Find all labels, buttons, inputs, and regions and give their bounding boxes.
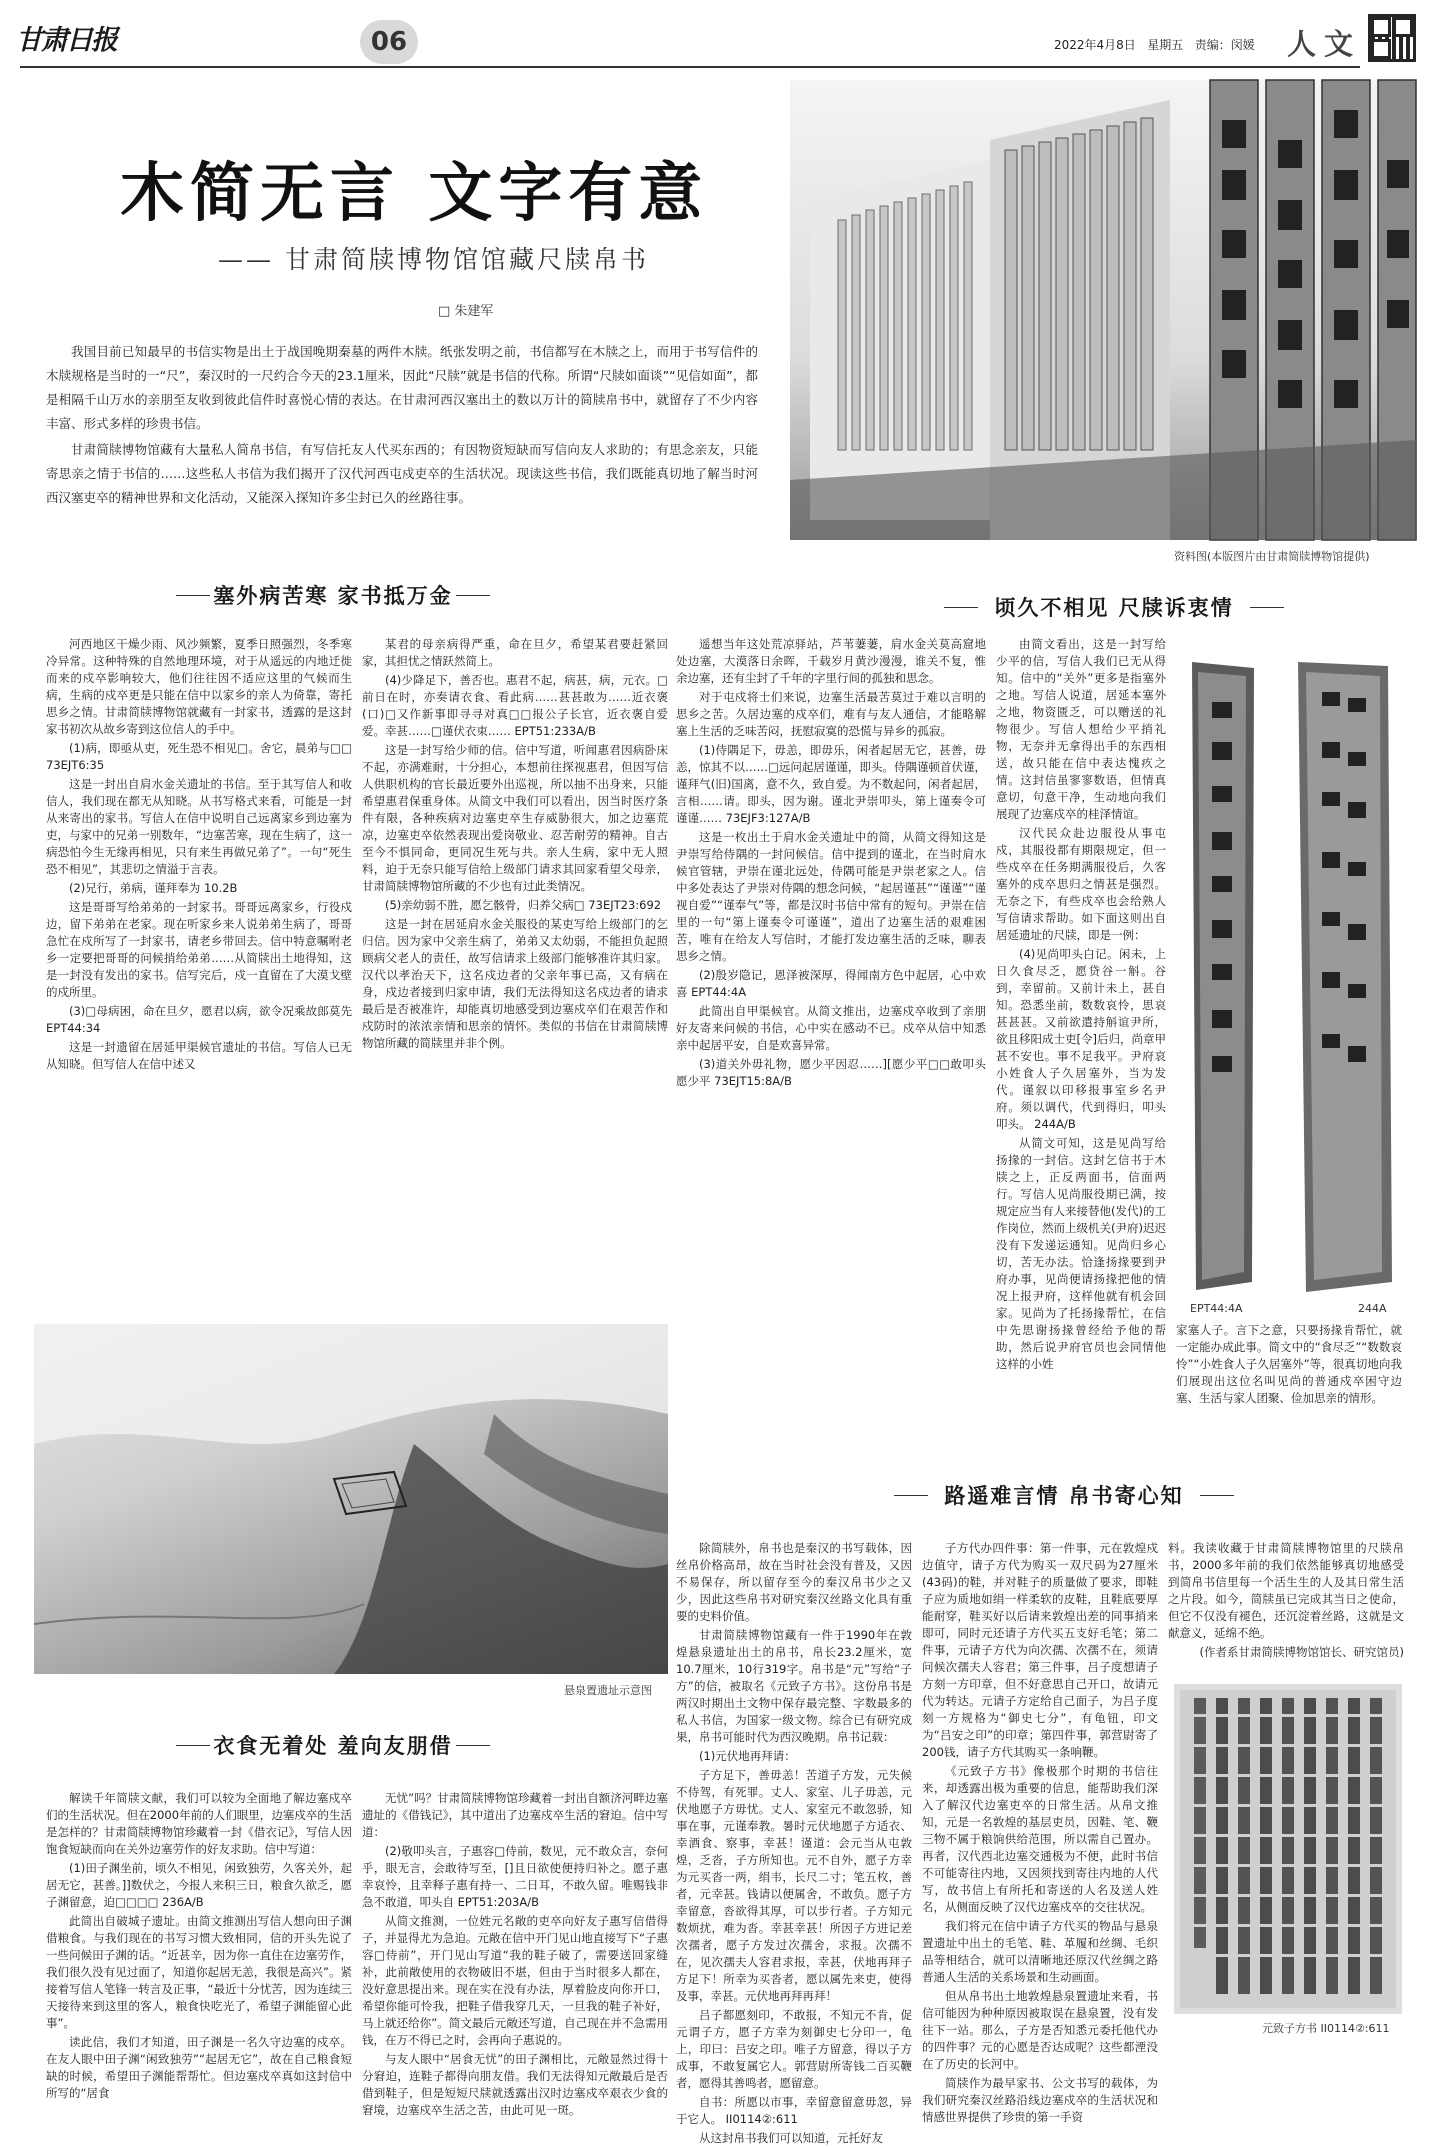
- section-1-column-2: [362, 636, 668, 1316]
- slip-caption-right: 244A: [1358, 1302, 1387, 1315]
- section-3-column-1: [46, 1790, 352, 2100]
- intro: [46, 340, 758, 518]
- slip-photo-right: [1284, 662, 1402, 1294]
- article-subtitle: —— 甘肃简牍博物馆馆藏尺牍帛书: [218, 245, 649, 274]
- section-4-heading: 路遥难言情 帛书寄心知: [914, 1478, 1214, 1512]
- masthead: [0, 0, 1434, 80]
- s2-paragraph: 由简文看出，这是一封写给少平的信，写信人我们已无从得知。信中的“关外”更多是指塞外之地。写信人说道，居延本塞外之地，物资匮乏，可以赠送的礼物很少。写信人想给少平捎礼物，无奈并无拿得出手的东西相送，故只能在信中表达愧疚之情。这封信虽寥寥数语，但情真意切，句意干净，生动地向我们展现了边塞戍卒的桂泽情谊。: [996, 637, 1166, 821]
- s3-paragraph: 无忧”吗？甘肃简牍博物馆珍藏着一封出自额济河畔边塞遗址的《借钱记》，其中道出了边塞戍卒生活的窘迫。信中写道：: [362, 1791, 668, 1839]
- s1-paragraph: 这是一封出自肩水金关遗址的书信。至于其写信人和收信人，我们现在都无从知晓。从书写格式来看，可能是一封从来寄出的家书。写信人在信中说明自己远离家乡到边塞为吏，与家中的兄弟一别数年，“边塞苦寒，现在生病了，这一病恐怕今生无缘再相见，只有来生再做兄弟了”。一句“死生恐不相见”，其悲切之情溢于言表。: [46, 777, 352, 876]
- section-3-heading: 衣食无着处 羞向友朋借: [196, 1728, 470, 1762]
- silk-caption: 元致子方书 II0114②:611: [1262, 2022, 1390, 2035]
- section-4-column-3: [1168, 1540, 1404, 1676]
- s4-paragraph: 料。我读收藏于甘肃简牍博物馆里的尺牍帛书，2000多年前的我们依然能够真切地感受到简帛书信里每一个活生生的人及其日常生活之片段。如今，简牍虽已完成其当日之使命，但它不仅没有褪色，还沉淀着丝路，这就是文献意义，延绵不绝。: [1168, 1541, 1404, 1640]
- s4-paragraph: 除简牍外，帛书也是秦汉的书写载体，因丝帛价格高昂，故在当时社会没有普及，又因不易保存，所以留存至今的秦汉帛书少之又少，因此这些帛书对研究秦汉丝路文化具有重要的史料价值。: [676, 1541, 912, 1623]
- s1-paragraph: (5)亲幼弱不胜，愿乞骸骨，归养父病□ 73EJT23:692: [385, 898, 662, 912]
- page-number: 06: [370, 27, 408, 57]
- s4-paragraph: 自书：所愿以市事，幸留意留意毋忽，异于它人。 II0114②:611: [676, 2095, 912, 2126]
- author-note: (作者系甘肃简牍博物馆馆长、研究馆员): [1199, 1645, 1404, 1659]
- s2-paragraph: 从简文可知，这是见尚写给扬掾的一封信。这封乞信书于木牍之上，正反两面书，信面两行。写信人见尚服役期已满，按规定应当有人来接替他(发代)的工作岗位，然而上级机关(尹府)迟迟没有下发递运通知。见尚归乡心切，苦无办法。恰逢扬掾要到尹府办事，见尚便请扬掾把他的情况上报尹府，这样他就有机会回家。见尚为了托扬掾帮忙，在信中先思谢扬掾曾经给予他的帮助，然后说尹府官员也会同情他这样的小姓: [996, 1136, 1166, 1371]
- section-2-column-1: [676, 636, 986, 1456]
- s1-paragraph: (3)□母病困，命在旦夕，愿君以病，欲令况乘故郎莫先 EPT44:34: [46, 1004, 352, 1035]
- s3-paragraph: 读此信，我们才知道，田子渊是一名久守边塞的戍卒。在友人眼中田子渊“闲致独劳”“起居无它”，故在自己粮食短缺的时候，希望田子渊能帮帮忙。但边塞戍卒真如这封信中所写的“居食: [46, 2035, 352, 2100]
- s4-paragraph: 子方代办四件事：第一件事，元在敦煌戍边值守，请子方代为购买一双尺码为27厘米(43码)的鞋，并对鞋子的质量做了要求，即鞋子应为质地如绢一样柔软的皮鞋，且鞋底要厚能耐穿，鞋买好以后请来敦煌出差的同事捎来即可，同时元还请子方代买五支好毛笔；第二件事，元请子方代为向次孺、次孺不在，须请问候次孺夫人容君；第三件事，吕子度想请子方刻一方印章，但不好意思自己开口，故请元代为转达。元请子方定给自己面子，为吕子度刻一方规格为“御史七分”，有龟钮，印文为“吕安之印”的印章；第四件事，郭营尉寄了200钱，请子方代其购买一条响鞭。: [922, 1541, 1158, 1759]
- s1-paragraph: 某君的母亲病得严重，命在旦夕，希望某君要赶紧回家，其担忧之情跃然简上。: [362, 637, 668, 668]
- s4-paragraph: (1)元伏地再拜请：: [699, 1749, 796, 1763]
- section-2-column-2: [996, 636, 1166, 1456]
- intro-paragraph-1: 我国目前已知最早的书信实物是出土于战国晚期秦墓的两件木牍。纸张发明之前，书信都写在木牍之上，而用于书写信件的木牍规格是当时的一“尺”，秦汉时的一尺约合今天的23.1厘米，因此“尺牍”就是书信的代称。所谓“尺牍如面谈”“见信如面”，都是相隔千山万水的亲朋至友收到彼此信件时喜悦心情的表达。在甘肃河西汉塞出土的数以万计的简牍帛书中，就留存了不少内容丰富、形式多样的珍贵书信。: [46, 344, 758, 431]
- wooden-slips-photo: [790, 80, 1416, 540]
- s4-paragraph: 《元致子方书》像极那个时期的书信往来，却透露出极为重要的信息，能帮助我们深入了解汉代边塞吏卒的日常生活。从帛文推知，元是一名敦煌的基层吏员，因鞋、笔、鞭三物不属于粮饷供给范围，所以需自己置办。再者，汉代西北边塞交通极为不便，此时书信不可能寄往内地，又因须找到寄往内地的人代写，故书信上有所托和寄送的人名及送人姓名，从侧面反映了汉代边塞戍卒的交往状况。: [922, 1764, 1158, 1914]
- s2-paragraph: (1)侍隅足下，毋恙，即毋乐，闲者起居无它，甚善，毋恙，惊其不以……□远问起居谨谨，即头。侍隅谨顿首伏谨，谨拜气(旧)国离，意不久，致自爱。为不数起问，闲者起居，言相……请。即头，因为谢。谨北尹崇叩头，第上谨奏令可谨谨…… 73EJF3:127A/B: [676, 743, 986, 825]
- s2-paragraph: 汉代民众赴边服役从事屯戍，其服役都有期限规定，但一些戍卒在任务期满服役后，久客塞外的戍卒思归之情甚是强烈。无奈之下，有些戍卒也会给熟人写信请求帮助。如下面这则出自居延遗址的尺牍，即是一例：: [996, 826, 1166, 942]
- s4-paragraph: 简牍作为最早家书、公文书写的载体，为我们研究秦汉丝路沿线边塞戍卒的生活状况和情感世界提供了珍贵的第一手资: [922, 2076, 1158, 2124]
- s1-paragraph: 这是一封写给少师的信。信中写道，听闻惠君因病卧床不起，亦满难耐，十分担心，本想前往探视惠君，但因写信人供职机构的官长最近要外出巡视，所以抽不出身来，只能希望惠君保重身体。从简文中我们可以看出，因当时医疗条件有限，各种疾病对边塞吏卒生存威胁很大，加之边塞荒凉，边塞吏卒依然表现出爱岗敬业、忍苦耐劳的精神。自古至今不惧同命，更同况生死与共。亲人生病，家中无人照料，迫于无奈只能写信给上级部门请求其回家看望父母亲，甘肃简牍博物馆所藏的不少也有过此类情况。: [362, 743, 668, 893]
- s1-paragraph: (1)病，即亟从吏，死生恐不相见□。舍它，晨弟与□□ 73EJT6:35: [46, 741, 352, 772]
- s4-paragraph: 但从帛书出土地敦煌悬泉置遗址来看，书信可能因为种种原因被取误在悬泉置，没有发往下一站。那么，子方是否知悉元委托他代办的四件事？元的心愿是否达成呢？这些都湮没在了历史的长河中。: [922, 1989, 1158, 2071]
- ruins-aerial-photo: [34, 1324, 668, 1674]
- section-4-column-2: [922, 1540, 1158, 2124]
- section-2-heading: 顷久不相见 尺牍诉衷情: [964, 590, 1264, 624]
- s1-paragraph: 这是一封在居延肩水金关服役的某吏写给上级部门的乞归信。因为家中父亲生病了，弟弟又太幼弱，不能担负起照顾病父老人的责任，故写信请求上级部门能够准许其归家。汉代以孝治天下，这名戍边者的父亲年事已高，又有病在身，戍边者接到归家申请，我们无法得知这名戍边者的请求最后是否被准许，却能真切地感受到边塞戍卒们在艰苦作和戍防时的浓浓亲情和思亲的情怀。类似的书信在甘肃简牍博物馆所藏的简牍里并非个例。: [362, 917, 668, 1050]
- s1-paragraph: (2)兄行，弟病，谨拜奉为 10.2B: [69, 881, 238, 895]
- s2-paragraph: 对于屯戍将士们来说，边塞生活最苦莫过于难以言明的思乡之苦。久居边塞的戍卒们，难有与友人通信，才能略解塞上生活的乏味苦闷，抚慰寂寞的恐慌与异乡的孤寂。: [676, 690, 986, 738]
- s3-paragraph: (2)敬叩头言，子惠容□侍前，数见，元不敢众言，奈何乎，眼无言，会敢待写至，[]且日欲使便持归补之。愿子惠幸哀怜，且幸释子惠有持一、二日耳，不敢久留。唯赐钱非急不敢道，叩头自 EPT51:203A/B: [362, 1844, 668, 1909]
- s2-paragraph: 这是一枚出土于肩水金关遗址中的简，从简文得知这是尹崇写给侍隅的一封问候信。信中提到的谨北，在当时肩水候官管辖，尹崇在谨北远处，侍隅可能是尹崇老家之人。信中多处表达了尹崇对侍隅的想念问候，“起居谨甚”“谨谨”“谨视自爱”“谨奉气”等，都是汉时书信中常有的短句。尹崇在信里的一句“第上谨奏令可谨谨”，道出了边塞生活的艰难困苦，唯有在给友人写信时，才能打发边塞生活的乏味，聊表思乡之情。: [676, 830, 986, 963]
- s1-paragraph: (4)少降足下，善否也。惠君不起，病甚，病，元衣。□前日在时，亦奏请衣食、看此病……甚甚敢为……近衣褒(口)□又作新事即寻寻对真□□报公子长官，近衣褒自爱爱。幸甚……□谨伏衣束…… EPT51:233A/B: [362, 673, 668, 738]
- s3-paragraph: (1)田子渊坐前，顷久不相见，闲致独劳，久客关外，起居无它，甚善。]]数伏之，今报人来积三日，粮食久欲乏，愿子渊留意，迫□□□□ 236A/B: [46, 1861, 352, 1909]
- qr-code-icon: [1368, 14, 1416, 62]
- s3-paragraph: 解读千年简牍文献，我们可以较为全面地了解边塞戍卒们的生活状况。但在2000年前的人们眼里，边塞戍卒的生活是怎样的？甘肃简牍博物馆珍藏着一封《借衣记》，写信人因饱食短缺而向在关外边塞劳作的好友求助。信中写道：: [46, 1791, 352, 1856]
- section-name: 人文: [1287, 27, 1362, 61]
- s2-paragraph: (2)殷岁隐记，恩泽被深厚，得闻南方色中起居，心中欢喜 EPT44:4A: [676, 968, 986, 999]
- s1-paragraph: 河西地区干燥少雨、风沙频繁，夏季日照强烈，冬季寒冷异常。这种特殊的自然地理环境，对于从遥远的内地迁徙而来的戍卒影响较大，他们往往因不适应这里的气候而生病，生病的戍卒更是只能在信中以家乡的亲人为倚靠，寄托思乡之情。甘肃简牍博物馆就藏有一封家书，透露的是这封家书初次从故乡寄到这位信人的手中。: [46, 637, 352, 736]
- s1-paragraph: 这是哥哥写给弟弟的一封家书。哥哥远离家乡，行役戍边，留下弟弟在老家。现在听家乡来人说弟弟生病了，哥哥急忙在戍所写了一封家书，请老乡带回去。信中特意嘱咐老乡一定要把哥哥的问候捎给弟弟……从简牍出土地得知，这是一封没有发出的家书。信写完后，戍一直留在了大漠戈壁的戍所里。: [46, 900, 352, 999]
- page-number-badge: [360, 20, 418, 64]
- s4-paragraph: 从这封帛书我们可以知道，元托好友: [699, 2131, 883, 2145]
- s3-paragraph: 此简出自破城子遗址。由简文推测出写信人想向田子渊借粮食。与我们现在的书写习惯大致相同，信的开头先说了一些问候田子渊的话。“近甚辛，因为你一直住在边塞劳作，我们很久没有见过面了，知道你起居无恙，我很是高兴”。紧接着写信人笔锋一转言及正事，“最近十分忧苦，因为连续三天接待来到这里的客人，粮食快吃光了，希望子渊能留心此事”。: [46, 1914, 352, 2030]
- article-title: 木简无言 文字有意: [120, 157, 709, 231]
- page-editor: 责编：闵媛: [1194, 38, 1255, 52]
- s1-paragraph: 这是一封遗留在居延甲渠候官遗址的书信。写信人已无从知晓。但写信人在信中述又: [46, 1040, 352, 1071]
- intro-paragraph-2: 甘肃简牍博物馆藏有大量私人简帛书信，有写信托友人代买东西的；有因物资短缺而写信向友人求助的；有思念亲友，只能寄思亲之情于书信的……这些私人书信为我们揭开了汉代河西屯戍吏卒的生活状况。现读这些书信，我们既能真切地了解当时河西汉塞吏卒的精神世界和文化活动，又能深入探知许多尘封已久的丝路往事。: [46, 442, 758, 505]
- newspaper-logo: 甘肃日报: [16, 25, 116, 56]
- section-4-column-1: [676, 1540, 912, 2145]
- section-1-column-1: [46, 636, 352, 1316]
- s2-paragraph: (3)道关外毋礼物，愿少平因忍……][愿少平□□敢叩头愿少平 73EJT15:8A/B: [676, 1057, 986, 1088]
- s3-paragraph: 从简文推测，一位姓元名敞的吏卒向好友子惠写信借得子，并显得尤为急迫。元敞在信中开门见山地直接写下“子惠容□侍前”，开门见山写道“我的鞋子破了，需要送回家缝补，此前敞使用的衣物破旧不堪，但由于当时很多人都在，没好意思提出来。现在实在没有办法，厚着脸皮向你开口，希望你能可怜我，把鞋子借我穿几天，一旦我的鞋子补好，马上就还给你”。简文最后元敞还写道，自己现在并不急需用钱，在万不得已之时，会再向子惠说的。: [362, 1914, 668, 2047]
- section-1-heading: 塞外病苦寒 家书抵万金: [196, 578, 470, 612]
- masthead-info: [1054, 36, 1255, 53]
- s4-paragraph: 我们将元在信中请子方代买的物品与悬泉置遗址中出土的毛笔、鞋、革履和丝绸、毛织品等相结合，就可以清晰地还原汉代丝绸之路普通人生活的关系场景和生动画面。: [922, 1919, 1158, 1984]
- ruins-caption: 悬泉置遗址示意图: [564, 1684, 652, 1697]
- section-2-bottom-text: [1176, 1322, 1402, 1462]
- s4-paragraph: 子方足下，善毋恙！苦道子方发，元失候不侍驾，有死罪。丈人、家室、儿子毋恙，元伏地愿子方毋忧。丈人、家室元不敢忽骄，知事在事，元谨奉教。暑时元伏地愿子方适衣、幸酒食、察事，幸甚！谨道：会元当从屯敦煌，乏沓，子方所知也。元不自外，愿子方幸为元买沓一两，绢韦，长尺二寸；笔五枚，善者，元幸甚。钱请以便属舍，不敢负。愿子方幸留意，沓欲得其厚，可以步行者。子方知元数烦扰，难为沓。幸甚幸甚！所因子方进记差次孺者，愿子方发过次孺舍，求报。次孺不在，见次孺夫人容君求报，幸甚，伏地再拜子方足下！所幸为买沓者，愿以属先来吏，使得及事，幸甚。元伏地再拜再拜！: [676, 1768, 912, 2003]
- slip-caption-left: EPT44:4A: [1190, 1302, 1243, 1315]
- silk-letter-photo: [1174, 1684, 1402, 2014]
- s2-paragraph-end: 家塞人子。言下之意，只要扬掾肯帮忙，就一定能办成此事。简文中的“食尽乏”“数数哀怜”“小姓食人子久居塞外”等，很真切地向我们展现出这位名叫见尚的普通戍卒困守边塞、生活与家人团聚、俭加思亲的情形。: [1176, 1323, 1402, 1405]
- s4-paragraph: 甘肃简牍博物馆藏有一件于1990年在敦煌悬泉遗址出土的帛书，帛长23.2厘米，宽10.7厘米，10行319字。帛书是“元”写给“子方”的信，被取名《元致子方书》。这份帛书是两汉时期出土文物中保存最完整、字数最多的私人书信，为国家一级文物。综合已有研究成果，帛书可能时代为西汉晚期。帛书记载：: [676, 1628, 912, 1744]
- s3-paragraph: 与友人眼中“居食无忧”的田子渊相比，元敞显然过得十分窘迫，连鞋子都得向朋友借。我们无法得知元敞最后是否借到鞋子，但是短短尺牍就透露出汉时边塞戍卒艰衣少食的窘境，边塞戍卒生活之苦，由此可见一斑。: [362, 2052, 668, 2117]
- s2-paragraph: 此简出自甲渠候官。从简文推出，边塞戍卒收到了亲朋好友寄来问候的书信，心中实在感动不已。戍卒从信中知悉亲中起居平安，自是欢喜异常。: [676, 1004, 986, 1052]
- s4-paragraph: 吕子都愿刻印，不敢报，不知元不肯，促元谓子方，愿子方幸为刻御史七分印一，龟上，印曰：吕安之印。唯子方留意，得以子方成事，不敢复属它人。郭营尉所寄钱二百买鞭者，愿得其善鸣者，愿留意。: [676, 2008, 912, 2090]
- s2-paragraph: (4)见尚叩头白记。闲未，上日久食尽乏，愿贷谷一斛。谷到，幸留前。又前计未上，甚自知。恐悉坐前，数数哀怜，思哀甚甚甚。又前欲遣持斛谊尹所，欲且移阳成士吏[令]后归，尚章甲甚不安也。事不足我平。尹府哀小姓食人子久居塞外，当为发代。谨叙以印移报事室乡名尹府。须以调代，代到得归，叩头叩头。 244A/B: [996, 947, 1166, 1131]
- top-photo-caption: 资料图(本版图片由甘肃简牍博物馆提供): [1174, 550, 1370, 563]
- issue-weekday: 星期五: [1147, 38, 1184, 52]
- slip-photo-left: [1182, 662, 1264, 1294]
- section-3-column-2: [362, 1790, 668, 2117]
- masthead-rule: [20, 66, 1360, 68]
- issue-date: 2022年4月8日: [1054, 38, 1136, 52]
- s2-paragraph: 遥想当年这处荒凉驿站，芦苇萋萋，肩水金关莫高窟地处边塞，大漠落日余晖，千载岁月黄沙漫漫，谁关不复，惟余边塞，还有尘封了千年的字里行间的孤独和思念。: [676, 637, 986, 685]
- byline: □ 朱建军: [438, 304, 494, 319]
